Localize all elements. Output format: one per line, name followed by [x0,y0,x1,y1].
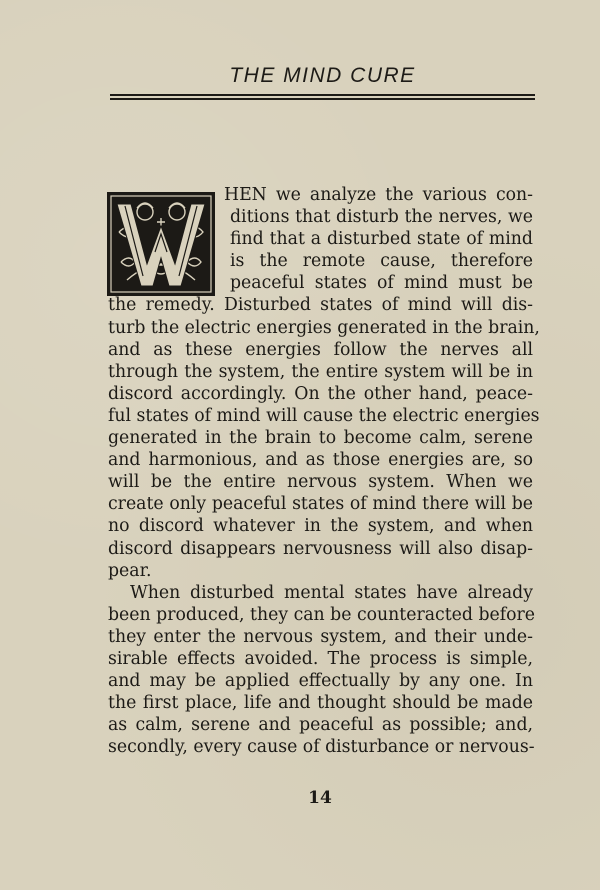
text-line: been produced, they can be counteracted before [108,604,536,625]
text-line: they enter the nervous system, and their unde- [108,626,533,647]
text-line: HEN we analyze the various con- [224,185,533,205]
text-line: and as these energies follow the nerves all [108,339,533,360]
text-line: create only peaceful states of mind there will be [108,494,533,515]
text-line: find that a disturbed state of mind [230,229,533,250]
text-line: and may be applied effectually by any one. In [108,671,533,692]
header-rule-bottom [110,98,535,100]
text-line: secondly, every cause of disturbance or nervous- [108,737,535,758]
page-number: 14 [308,788,332,808]
text-line: discord accordingly. On the other hand, peace- [108,383,533,404]
text-line: discord disappears nervousness will also disap- [108,538,533,559]
text-line: is the remote cause, therefore [230,251,533,272]
text-line: no discord whatever in the system, and when [108,516,533,537]
text-line: peaceful states of mind must be [230,273,533,294]
text-line: turb the electric energies generated in the brain, [108,317,540,338]
text-line: ditions that disturb the nerves, we [230,207,533,228]
text-line: and harmonious, and as those energies are, so [108,450,533,471]
paragraph [108,184,540,582]
text-line: as calm, serene and peaceful as possible; and, [108,715,533,736]
text-line: generated in the brain to become calm, serene [108,428,533,449]
text-line: the remedy. Disturbed states of mind will dis- [108,295,533,316]
header-rule-top [110,94,535,96]
text-line: When disturbed mental states have already [130,582,533,603]
text-line: through the system, the entire system will be in [108,361,533,382]
text-line: the first place, life and thought should be made [108,693,533,714]
text-line: sirable effects avoided. The process is simple, [108,648,533,669]
running-head: THE MIND CURE [229,64,416,87]
paragraph [108,582,536,759]
text-line: ful states of mind will cause the electric energies [108,405,540,426]
text-line: will be the entire nervous system. When we [108,472,533,493]
body-text [108,184,540,758]
text-line: pear. [108,560,152,581]
